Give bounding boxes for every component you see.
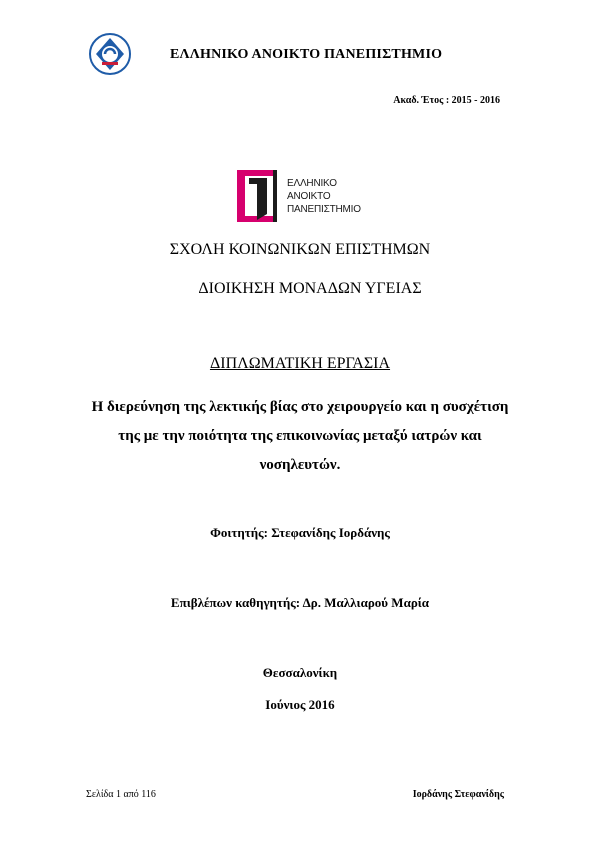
supervisor-name: Επιβλέπων καθηγητής: Δρ. Μαλλιαρού Μαρία: [170, 595, 430, 610]
thesis-title-line: Η διερεύνηση της λεκτικής βίας στο χειρουργείο και η συσχέτιση: [91, 399, 509, 415]
footer-page-number: Σελίδα 1 από 116: [86, 789, 156, 800]
university-seal-icon: [88, 32, 132, 76]
eap-logo: [237, 170, 367, 222]
logo-line-3: ΠΑΝΕΠΙΣΤΗΜΙΟ: [287, 204, 361, 215]
program-name: ΔΙΟΙΚΗΣΗ ΜΟΝΑΔΩΝ ΥΓΕΙΑΣ: [198, 280, 422, 297]
academic-year: Ακαδ. Έτος : 2015 - 2016: [393, 95, 500, 106]
thesis-title: [70, 393, 530, 480]
logo-line-1: ΕΛΛΗΝΙΚΟ: [287, 178, 337, 189]
date: Ιούνιος 2016: [265, 697, 335, 712]
thesis-title-line: της με την ποιότητα της επικοινωνίας μεταξύ ιατρών και: [118, 428, 482, 444]
university-name: ΕΛΛΗΝΙΚΟ ΑΝΟΙΚΤΟ ΠΑΝΕΠΙΣΤΗΜΙΟ: [170, 47, 443, 62]
logo-line-2: ΑΝΟΙΚΤΟ: [287, 191, 331, 202]
eap-logo-mark-icon: [237, 170, 285, 222]
student-name: Φοιτητής: Στεφανίδης Ιορδάνης: [210, 525, 390, 540]
school-name: ΣΧΟΛΗ ΚΟΙΝΩΝΙΚΩΝ ΕΠΙΣΤΗΜΩΝ: [169, 241, 431, 258]
city: Θεσσαλονίκη: [262, 665, 338, 680]
thesis-label: ΔΙΠΛΩΜΑΤΙΚΗ ΕΡΓΑΣΙΑ: [209, 355, 391, 372]
footer-author: Ιορδάνης Στεφανίδης: [412, 789, 504, 800]
thesis-title-line: νοσηλευτών.: [259, 457, 341, 473]
